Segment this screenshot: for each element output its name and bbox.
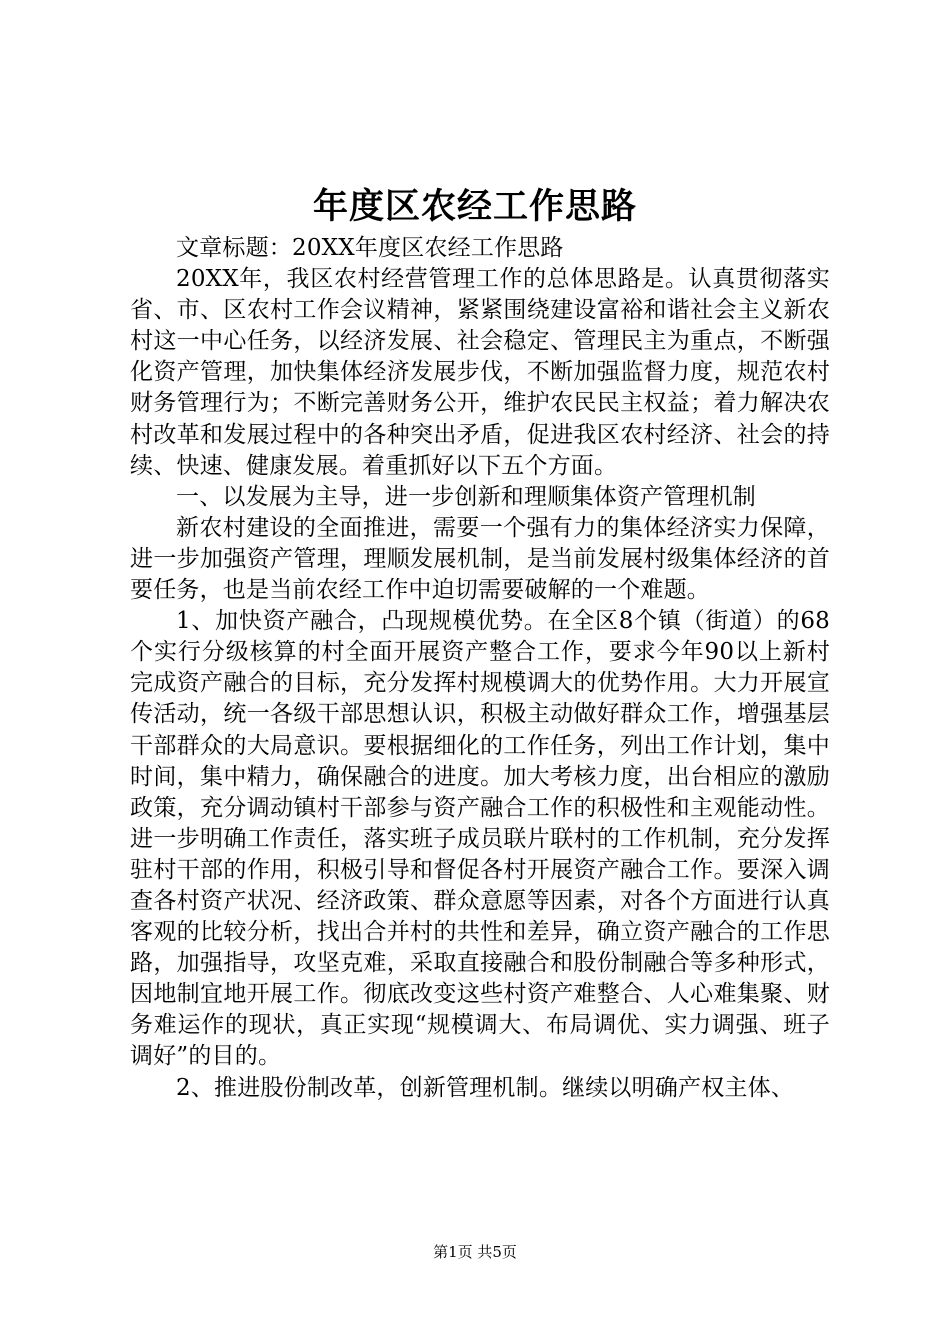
document-title: 年度区农经工作思路 xyxy=(312,186,637,227)
document-body xyxy=(130,233,830,1104)
item-1-paragraph: 1、加快资产融合，凸现规模优势。在全区8个镇（街道）的68个实行分级核算的村全面开展资产整合工作，要求今年90以上新村完成资产融合的目标，充分发挥村规模调大的优势作用。大力开展宣传活动，统一各级干部思想认识，积极主动做好群众工作，增强基层干部群众的大局意识。要根据细化的工作任务，列出工作计划，集中时间，集中精力，确保融合的进度。加大考核力度，出台相应的激励政策，充分调动镇村干部参与资产融合工作的积极性和主观能动性。进一步明确工作责任，落实班子成员联片联村的工作机制，充分发挥驻村干部的作用，积极引导和督促各村开展资产融合工作。要深入调查各村资产状况、经济政策、群众意愿等因素，对各个方面进行认真客观的比较分析，找出合并村的共性和差异，确立资产融合的工作思路，加强指导，攻坚克难，采取直接融合和股份制融合等多种形式，因地制宜地开展工作。彻底改变这些村资产难整合、人心难集聚、财务难运作的现状，真正实现“规模调大、布局调优、实力调强、班子调好”的目的。 xyxy=(130,608,830,1070)
section-heading-1: 一、以发展为主导，进一步创新和理顺集体资产管理机制 xyxy=(176,483,756,510)
intro-paragraph: 20XX年，我区农村经营管理工作的总体思路是。认真贯彻落实省、市、区农村工作会议精神，紧紧围绕建设富裕和谐社会主义新农村这一中心任务，以经济发展、社会稳定、管理民主为重点，不断强化资产管理，加快集体经济发展步伐，不断加强监督力度，规范农村财务管理行为；不断完善财务公开，维护农民民主权益；着力解决农村改革和发展过程中的各种突出矛盾，促进我区农村经济、社会的持续、快速、健康发展。着重抓好以下五个方面。 xyxy=(130,266,830,479)
section-1-paragraph: 新农村建设的全面推进，需要一个强有力的集体经济实力保障，进一步加强资产管理，理顺发展机制，是当前发展村级集体经济的首要任务，也是当前农经工作中迫切需要破解的一个难题。 xyxy=(130,514,830,604)
item-2-paragraph: 2、推进股份制改革，创新管理机制。继续以明确产权主体、 xyxy=(176,1074,795,1101)
page-number-footer: 第1页 共5页 xyxy=(433,1243,517,1261)
article-heading-line: 文章标题：20XX年度区农经工作思路 xyxy=(176,235,564,261)
